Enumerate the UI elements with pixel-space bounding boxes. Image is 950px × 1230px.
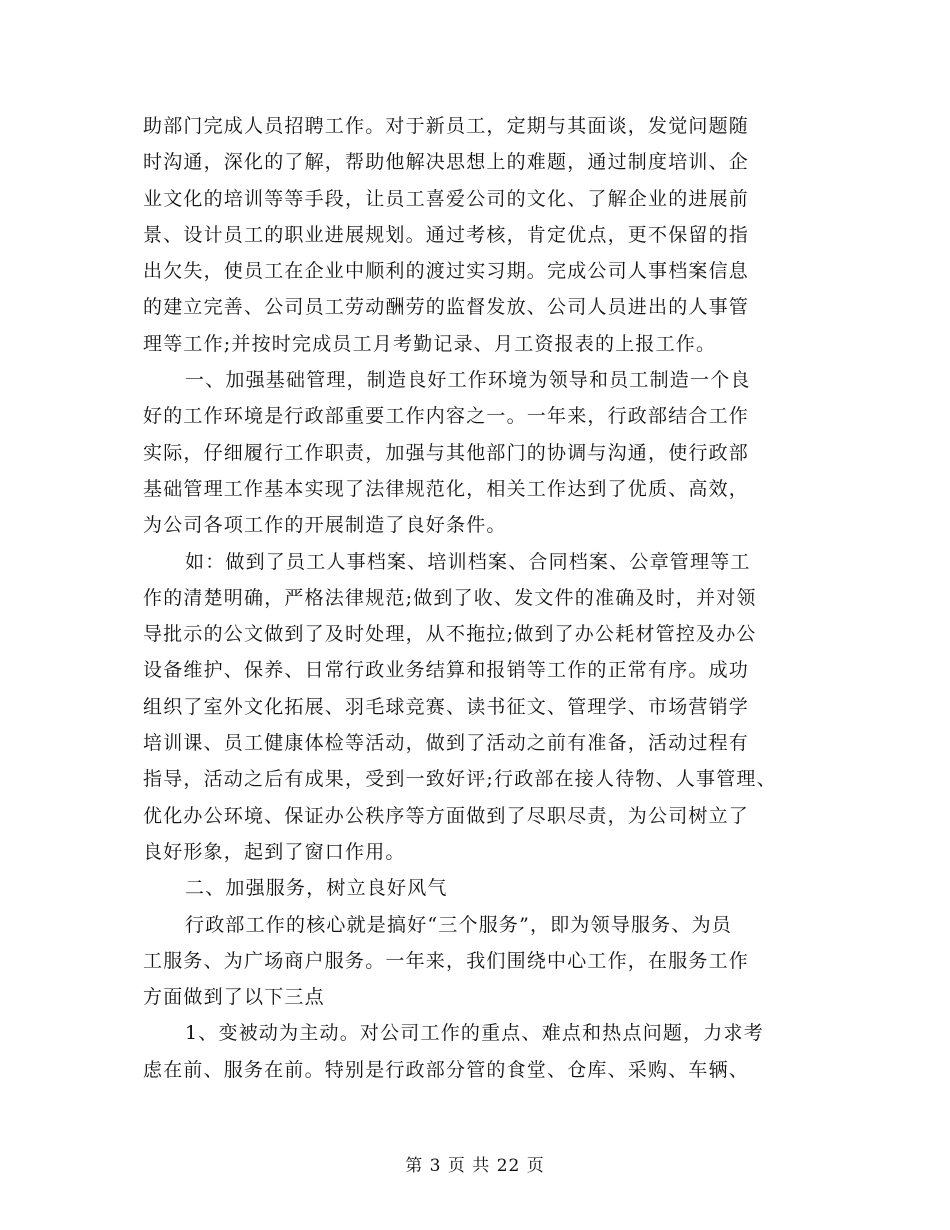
text-line: 助部门完成人员招聘工作。对于新员工，定期与其面谈，发觉问题随 — [143, 115, 750, 137]
text-line: 作的清楚明确，严格法律规范;做到了收、发文件的准确及时，并对领 — [143, 586, 757, 609]
text-line: 工服务、为广场商户服务。一年来，我们围绕中心工作，在服务工作 — [143, 949, 750, 972]
text-line: 1、变被动为主动。对公司工作的重点、难点和热点问题，力求考 — [185, 1022, 764, 1045]
text-line: 实际，仔细履行工作职责，加强与其他部门的协调与沟通，使行政部 — [143, 441, 750, 464]
text-line: 指导，活动之后有成果，受到一致好评;行政部在接人待物、人事管理、 — [143, 768, 777, 791]
text-line: 好的工作环境是行政部重要工作内容之一。一年来，行政部结合工作 — [143, 405, 750, 428]
text-line: 如：做到了员工人事档案、培训档案、合同档案、公章管理等工 — [185, 550, 751, 573]
text-line: 优化办公环境、保证办公秩序等方面做到了尽职尽责，为公司树立了 — [143, 804, 750, 827]
text-line: 方面做到了以下三点 — [143, 986, 325, 1009]
text-line: 二、加强服务，树立良好风气 — [185, 877, 448, 900]
text-line: 培训课、员工健康体检等活动，做到了活动之前有准备，活动过程有 — [143, 732, 750, 755]
text-line: 时沟通，深化的了解，帮助他解决思想上的难题，通过制度培训、企 — [143, 151, 750, 174]
text-line: 的建立完善、公司员工劳动酬劳的监督发放、公司人员进出的人事管 — [143, 296, 750, 319]
text-line: 虑在前、服务在前。特别是行政部分管的食堂、仓库、采购、车辆、 — [143, 1058, 750, 1081]
text-line: 行政部工作的核心就是搞好“三个服务”，即为领导服务、为员 — [185, 913, 733, 936]
text-line: 出欠失，使员工在企业中顺利的渡过实习期。完成公司人事档案信息 — [143, 260, 750, 283]
text-line: 设备维护、保养、日常行政业务结算和报销等工作的正常有序。成功 — [143, 659, 750, 682]
page-footer: 第 3 页 共 22 页 — [405, 1156, 545, 1176]
text-line: 导批示的公文做到了及时处理，从不拖拉;做到了办公耗材管控及办公 — [143, 623, 757, 646]
text-line: 良好形象，起到了窗口作用。 — [143, 840, 406, 863]
text-line: 为公司各项工作的开展制造了良好条件。 — [143, 514, 507, 537]
text-line: 理等工作;并按时完成员工月考勤记录、月工资报表的上报工作。 — [143, 332, 717, 355]
document-body — [143, 108, 823, 1088]
text-line: 组织了室外文化拓展、羽毛球竞赛、读书征文、管理学、市场营销学 — [143, 695, 750, 718]
text-line: 业文化的培训等等手段，让员工喜爱公司的文化、了解企业的进展前 — [143, 187, 750, 210]
text-line: 基础管理工作基本实现了法律规范化，相关工作达到了优质、高效， — [143, 477, 750, 500]
text-line: 一、加强基础管理，制造良好工作环境为领导和员工制造一个良 — [185, 369, 751, 392]
text-line: 景、设计员工的职业进展规划。通过考核，肯定优点，更不保留的指 — [143, 223, 750, 246]
